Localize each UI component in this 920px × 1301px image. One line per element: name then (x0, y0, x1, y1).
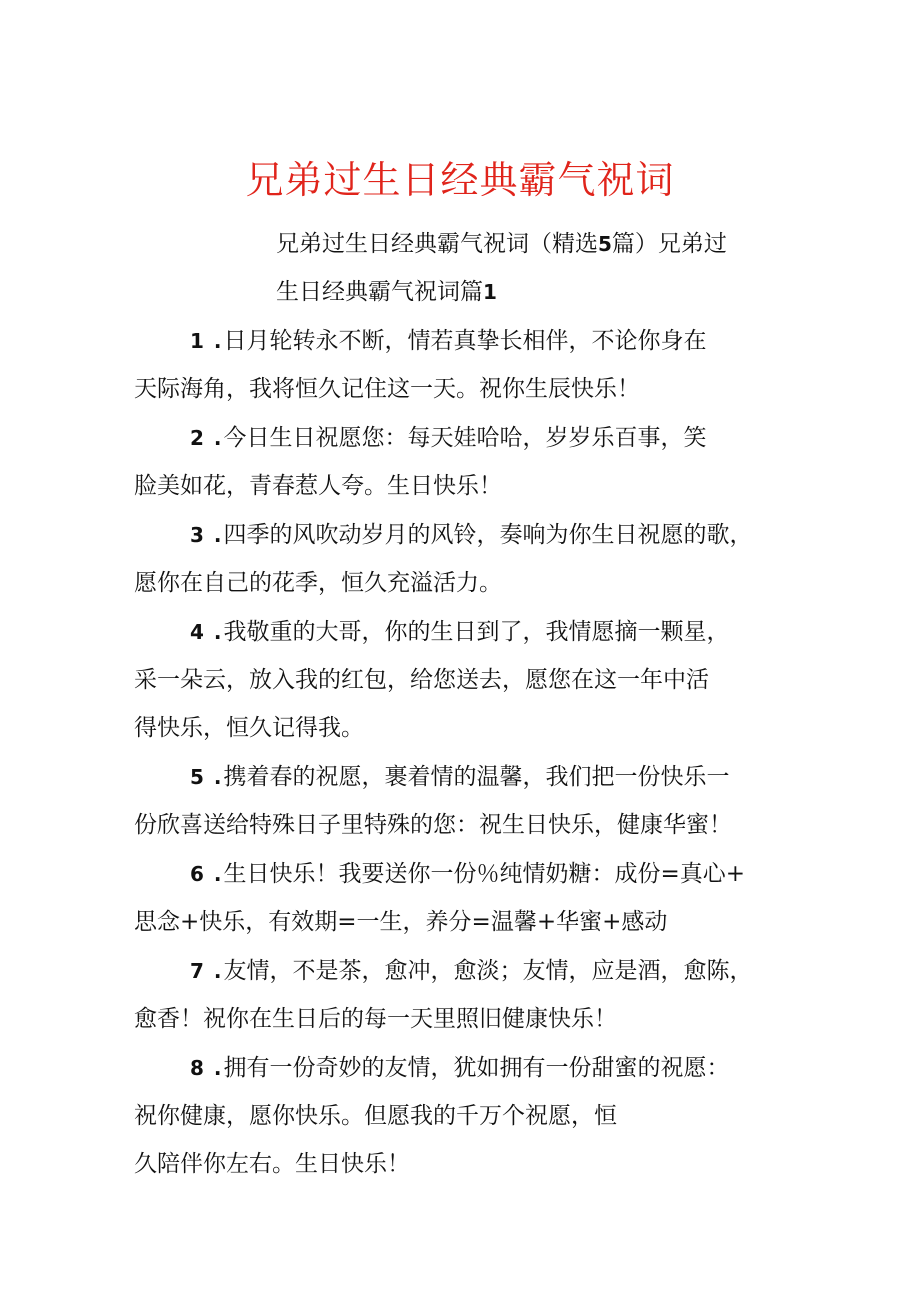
intro-text-1a: 兄弟过生日经典霸气祝词（精选 (276, 231, 598, 257)
greeting-item (134, 753, 794, 849)
item-number: 3 (190, 523, 204, 547)
greeting-line (134, 1140, 794, 1188)
intro-text-2a: 生日经典霸气祝词篇 (276, 279, 483, 305)
greeting-line (134, 704, 794, 752)
item-number: 1 (190, 329, 204, 353)
greeting-item (134, 608, 794, 752)
greeting-line (134, 365, 794, 413)
item-number: 8 (190, 1056, 204, 1080)
greeting-text: 拥有一份奇妙的友情，犹如拥有一份甜蜜的祝愿： (223, 1055, 730, 1081)
greeting-line (134, 656, 794, 704)
greeting-line (134, 462, 794, 510)
greeting-line (134, 898, 794, 946)
greeting-line (134, 414, 794, 462)
item-number-separator: . (213, 765, 222, 789)
item-number-separator: . (213, 329, 222, 353)
greeting-text: 采一朵云，放入我的红包，给您送去，愿您在这一年中活 (134, 667, 709, 693)
greeting-list (134, 317, 794, 1188)
greeting-item (134, 1044, 794, 1188)
greeting-text: 生日快乐！我要送你一份％纯情奶糖：成份=真心+ (223, 861, 746, 887)
greeting-line (134, 317, 794, 365)
greeting-line (134, 801, 794, 849)
greeting-text: 今日生日祝愿您：每天娃哈哈，岁岁乐百事，笑 (223, 425, 707, 451)
item-number-separator: . (213, 523, 222, 547)
greeting-text: 友情，不是茶，愈冲，愈淡；友情，应是酒，愈陈， (223, 958, 753, 984)
document-body (134, 220, 794, 1189)
item-number-separator: . (213, 862, 222, 886)
greeting-line (134, 559, 794, 607)
intro-line-1 (134, 220, 794, 268)
item-number-separator: . (213, 1056, 222, 1080)
greeting-line (134, 850, 794, 898)
greeting-item (134, 947, 794, 1043)
greeting-line (134, 1092, 794, 1140)
greeting-text: 得快乐，恒久记得我。 (134, 715, 364, 741)
greeting-line (134, 1044, 794, 1092)
item-number: 4 (190, 620, 204, 644)
greeting-text: 脸美如花，青春惹人夸。生日快乐！ (134, 473, 502, 499)
greeting-item (134, 511, 794, 607)
greeting-text: 日月轮转永不断，情若真挚长相伴，不论你身在 (223, 328, 707, 354)
item-number-separator: . (213, 959, 222, 983)
greeting-text: 愈香！祝你在生日后的每一天里照旧健康快乐！ (134, 1006, 617, 1032)
greeting-text: 愿你在自己的花季，恒久充溢活力。 (134, 570, 502, 596)
document-title: 兄弟过生日经典霸气祝词 (245, 158, 675, 202)
intro-line-2 (134, 268, 794, 316)
greeting-text: 祝你健康，愿你快乐。但愿我的千万个祝愿，恒 (134, 1103, 617, 1129)
item-number: 5 (190, 765, 204, 789)
intro-count: 5 (598, 232, 612, 256)
greeting-line (134, 511, 794, 559)
greeting-line (134, 947, 794, 995)
greeting-item (134, 414, 794, 510)
greeting-item (134, 850, 794, 946)
greeting-text: 携着春的祝愿，裹着情的温馨，我们把一份快乐一 (223, 764, 730, 790)
greeting-text: 天际海角，我将恒久记住这一天。祝你生辰快乐！ (134, 376, 640, 402)
intro-paragraph (134, 220, 794, 316)
greeting-text: 我敬重的大哥，你的生日到了，我情愿摘一颗星， (223, 619, 730, 645)
item-number: 2 (190, 426, 204, 450)
intro-text-1b: 篇）兄弟过 (611, 231, 727, 257)
greeting-item (134, 317, 794, 413)
greeting-line (134, 995, 794, 1043)
greeting-line (134, 608, 794, 656)
greeting-text: 四季的风吹动岁月的风铃，奏响为你生日祝愿的歌， (223, 522, 753, 548)
intro-part-number: 1 (483, 280, 497, 304)
greeting-line (134, 753, 794, 801)
item-number-separator: . (213, 620, 222, 644)
greeting-text: 思念+快乐，有效期=一生，养分=温馨+华蜜+感动 (134, 909, 668, 935)
item-number: 6 (190, 862, 204, 886)
greeting-text: 份欣喜送给特殊日子里特殊的您：祝生日快乐，健康华蜜！ (134, 812, 732, 838)
item-number-separator: . (213, 426, 222, 450)
greeting-text: 久陪伴你左右。生日快乐！ (134, 1151, 410, 1177)
item-number: 7 (190, 959, 204, 983)
